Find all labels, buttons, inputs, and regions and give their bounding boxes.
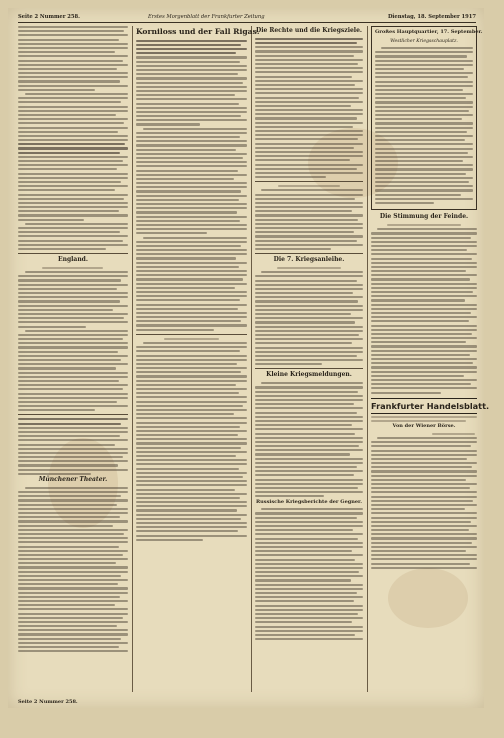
- column-4: [371, 26, 490, 692]
- article-news-2: [136, 338, 247, 541]
- article-kriegsanleihe: [255, 267, 363, 365]
- section-rule: [136, 334, 247, 335]
- section-heading-feinde: Die Stimmung der Feinde.: [379, 213, 469, 221]
- hq-report-box: [371, 26, 483, 210]
- headline-kriegsziele: Die Rechte und die Kriegsziele.: [255, 27, 362, 34]
- section-heading-england: England.: [58, 256, 88, 264]
- column-3: [255, 26, 363, 692]
- column-rule: [251, 26, 252, 692]
- section-rule: [255, 181, 363, 182]
- article-theater: [18, 487, 128, 652]
- page-number: Seite 2 Nummer 258.: [18, 14, 80, 20]
- article-continued-2: [18, 418, 128, 475]
- hq-report-title: Großes Hauptquartier, 17. September.: [375, 29, 483, 35]
- column-2: [136, 26, 260, 692]
- article-russland: [255, 508, 363, 640]
- article-continued: [18, 26, 128, 250]
- masthead: [18, 12, 476, 22]
- hq-report-subtitle: Westlicher Kriegsschauplatz.: [390, 38, 458, 44]
- page-footer: Seite 2 Nummer 258.: [18, 699, 78, 705]
- masthead-rule: [18, 22, 476, 23]
- column-rule: [132, 26, 133, 692]
- article-kriegsziele: [255, 38, 363, 178]
- section-rule: [255, 368, 363, 369]
- article-kornilov: [136, 40, 247, 331]
- paper-title: Erstes Morgenblatt der Frankfurter Zeitung: [148, 14, 265, 20]
- article-news-3: [255, 185, 363, 250]
- handelsblatt-banner: Frankfurter Handelsblatt.: [371, 398, 477, 414]
- headline-kornilov: Korniloss und der Fall Rigas.: [136, 27, 260, 36]
- column-rule: [367, 26, 368, 692]
- article-england: [18, 267, 128, 411]
- article-wiener-boerse: [371, 433, 477, 569]
- section-heading-kriegsmeldungen: Kleine Kriegsmeldungen.: [266, 371, 352, 379]
- section-rule: [18, 253, 128, 254]
- article-feinde: [371, 224, 477, 394]
- issue-date: Dienstag, 18. September 1917: [387, 14, 476, 20]
- section-heading-theater: Münchener Theater.: [38, 476, 108, 484]
- section-heading-russland: Russische Kriegsberichte der Gegner.: [256, 498, 362, 505]
- section-heading-wiener-boerse: Von der Wiener Börse.: [392, 423, 456, 430]
- article-kriegsmeldungen: [255, 382, 363, 497]
- section-rule: [18, 414, 128, 415]
- section-rule: [255, 253, 363, 254]
- hq-report-text: [375, 47, 473, 204]
- newspaper-page: [8, 8, 490, 708]
- handelsblatt-intro: [371, 416, 477, 422]
- column-1: [18, 26, 128, 692]
- section-heading-kriegsanleihe: Die 7. Kriegsanleihe.: [273, 256, 345, 264]
